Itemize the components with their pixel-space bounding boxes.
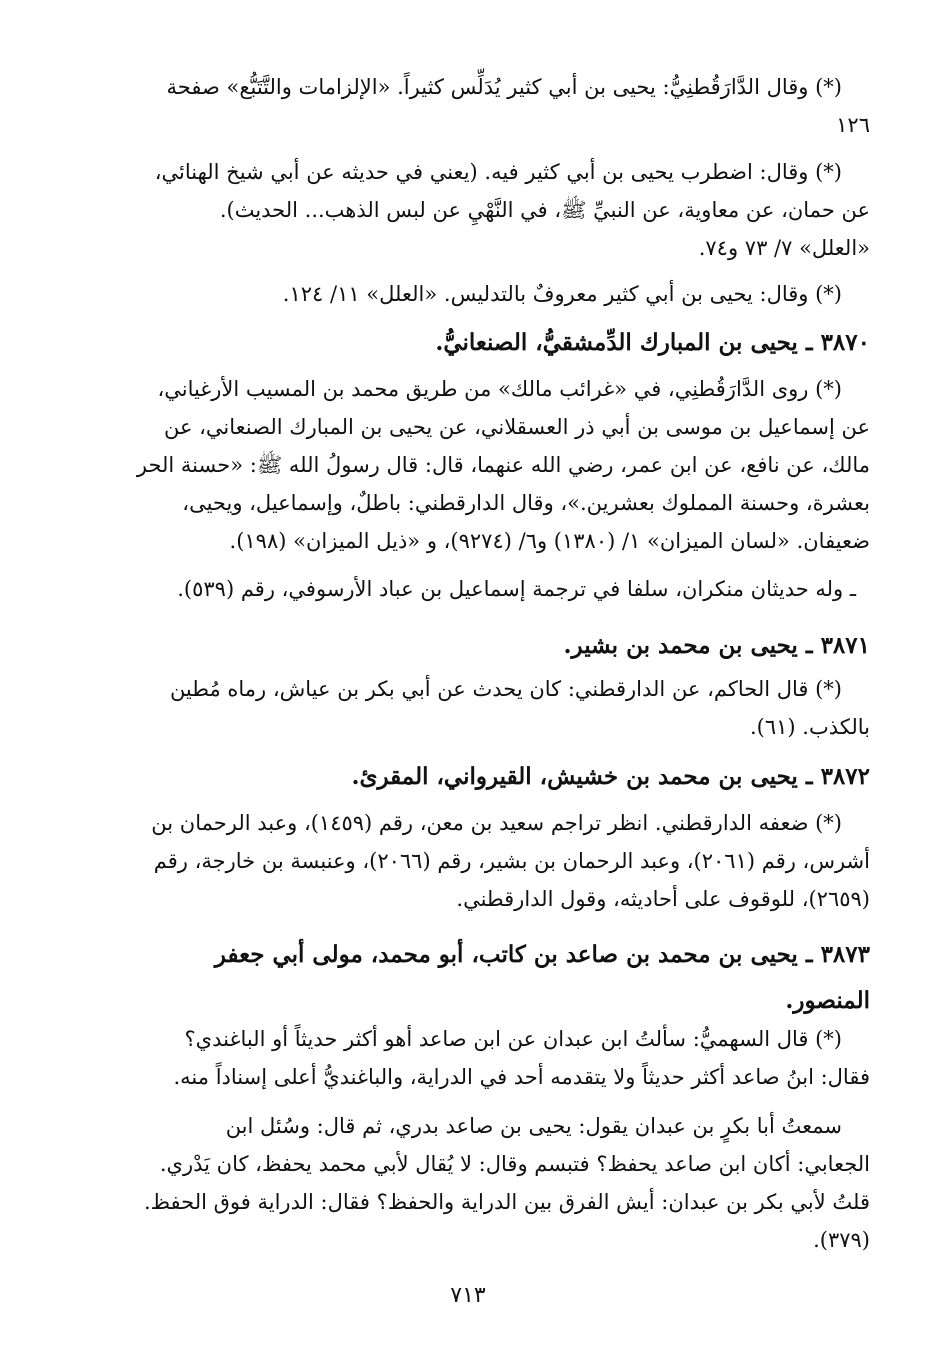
text-line: (*) وقال: اضطرب يحيى بن أبي كثير فيه. (يعني في حديثه عن أبي شيخ الهنائي، <box>154 160 842 184</box>
text-line: بعشرة، وحسنة المملوك بعشرين.»، وقال الدارقطني: باطلٌ، وإسماعيل، ويحيى، <box>182 491 870 515</box>
text-line: ـ وله حديثان منكران، سلفا في ترجمة إسماعيل بن عباد الأرسوفي، رقم (٥٣٩). <box>177 577 856 601</box>
text-line: «العلل» ٧/ ٧٣ و٧٤. <box>698 236 870 260</box>
page-number: ٧١٣ <box>450 1283 486 1308</box>
text-line: (*) روى الدَّارَقُطنِي، في «غرائب مالك» من طريق محمد بن المسيب الأرغياني، <box>157 377 842 401</box>
heading-line: ٣٨٧٣ ـ يحيى بن محمد بن صاعد بن كاتب، أبو محمد، مولى أبي جعفر <box>214 941 870 968</box>
text-line: (*) ضعفه الدارقطني. انظر تراجم سعيد بن معن، رقم (١٤٥٩)، وعبد الرحمان بن <box>151 811 842 835</box>
text-line: ١٢٦ <box>836 113 870 137</box>
paragraph-two-hadiths <box>70 570 870 608</box>
text-line: ضعيفان. «لسان الميزان» ١/ (١٣٨٠) و٦/ (٩٢٧٤)، و «ذيل الميزان» (١٩٨). <box>229 529 870 553</box>
entry-heading-3871: ٣٨٧١ ـ يحيى بن محمد بن بشير. <box>563 632 870 659</box>
heading-line: المنصور. <box>785 987 870 1014</box>
text-line: فقال: ابنُ صاعد أكثر حديثاً ولا يتقدمه أحد في الدراية، والباغنديُّ أعلى إسناداً منه. <box>173 1065 870 1089</box>
paragraph-idtarab <box>70 153 870 267</box>
text-line: سمعتُ أبا بكرٍ بن عبدان يقول: يحيى بن صاعد بدري، ثم قال: وسُئل ابن <box>225 1114 842 1138</box>
text-line: أشرس، رقم (٢٠٦١)، وعبد الرحمان بن بشير، رقم (٢٠٦٦)، وعنبسة بن خارجة، رقم <box>153 849 870 873</box>
paragraph-sahmi <box>70 1020 870 1096</box>
paragraph-marouf-tadlis <box>70 275 870 313</box>
text-line: (*) وقال الدَّارَقُطنِيُّ: يحيى بن أبي كثير يُدَلِّس كثيراً. «الإلزامات والتَّتَبُّع» صفحة <box>166 75 842 99</box>
text-line: الجعابي: أكان ابن صاعد يحفظ؟ فتبسم وقال: لا يُقال لأبي محمد يحفظ، كان يَدْري. <box>159 1152 870 1176</box>
text-line: بالكذب. (٦١). <box>749 715 870 739</box>
entry-heading-3872: ٣٨٧٢ ـ يحيى بن محمد بن خشيش، القيرواني، المقرئ. <box>351 763 870 790</box>
text-line: (٢٦٥٩)، للوقوف على أحاديثه، وقول الدارقطني. <box>456 887 870 911</box>
paragraph-gharaib-malik <box>70 370 870 560</box>
text-line: (٣٧٩). <box>813 1228 870 1252</box>
text-line: عن إسماعيل بن موسى بن أبي ذر العسقلاني، عن يحيى بن المبارك الصنعاني، عن <box>163 415 870 439</box>
text-line: قلتُ لأبي بكر بن عبدان: أيش الفرق بين الدراية والحفظ؟ فقال: الدراية فوق الحفظ. <box>143 1190 870 1214</box>
text-line: (*) قال السهميُّ: سألتُ ابن عبدان عن ابن صاعد أهو أكثر حديثاً أو الباغندي؟ <box>184 1027 842 1051</box>
paragraph-hakim <box>70 670 870 746</box>
text-line: عن حمان، عن معاوية، عن النبيِّ ﷺ، في النَّهْيِ عن لبس الذهب... الحديث). <box>219 198 870 222</box>
text-line: مالك، عن نافع، عن ابن عمر، رضي الله عنهما، قال: قال رسولُ الله ﷺ: «حسنة الحر <box>136 453 870 477</box>
paragraph-daeafahu <box>70 804 870 918</box>
paragraph-daraqutni-tadlis <box>70 68 870 144</box>
text-line: (*) وقال: يحيى بن أبي كثير معروفٌ بالتدليس. «العلل» ١١/ ١٢٤. <box>282 282 842 306</box>
entry-heading-3873 <box>70 932 870 1024</box>
entry-heading-3870: ٣٨٧٠ ـ يحيى بن المبارك الدِّمشقيُّ، الصنعانيُّ. <box>435 329 870 356</box>
paragraph-jaabi <box>70 1107 870 1259</box>
text-line: (*) قال الحاكم، عن الدارقطني: كان يحدث عن أبي بكر بن عياش، رماه مُطين <box>169 677 842 701</box>
